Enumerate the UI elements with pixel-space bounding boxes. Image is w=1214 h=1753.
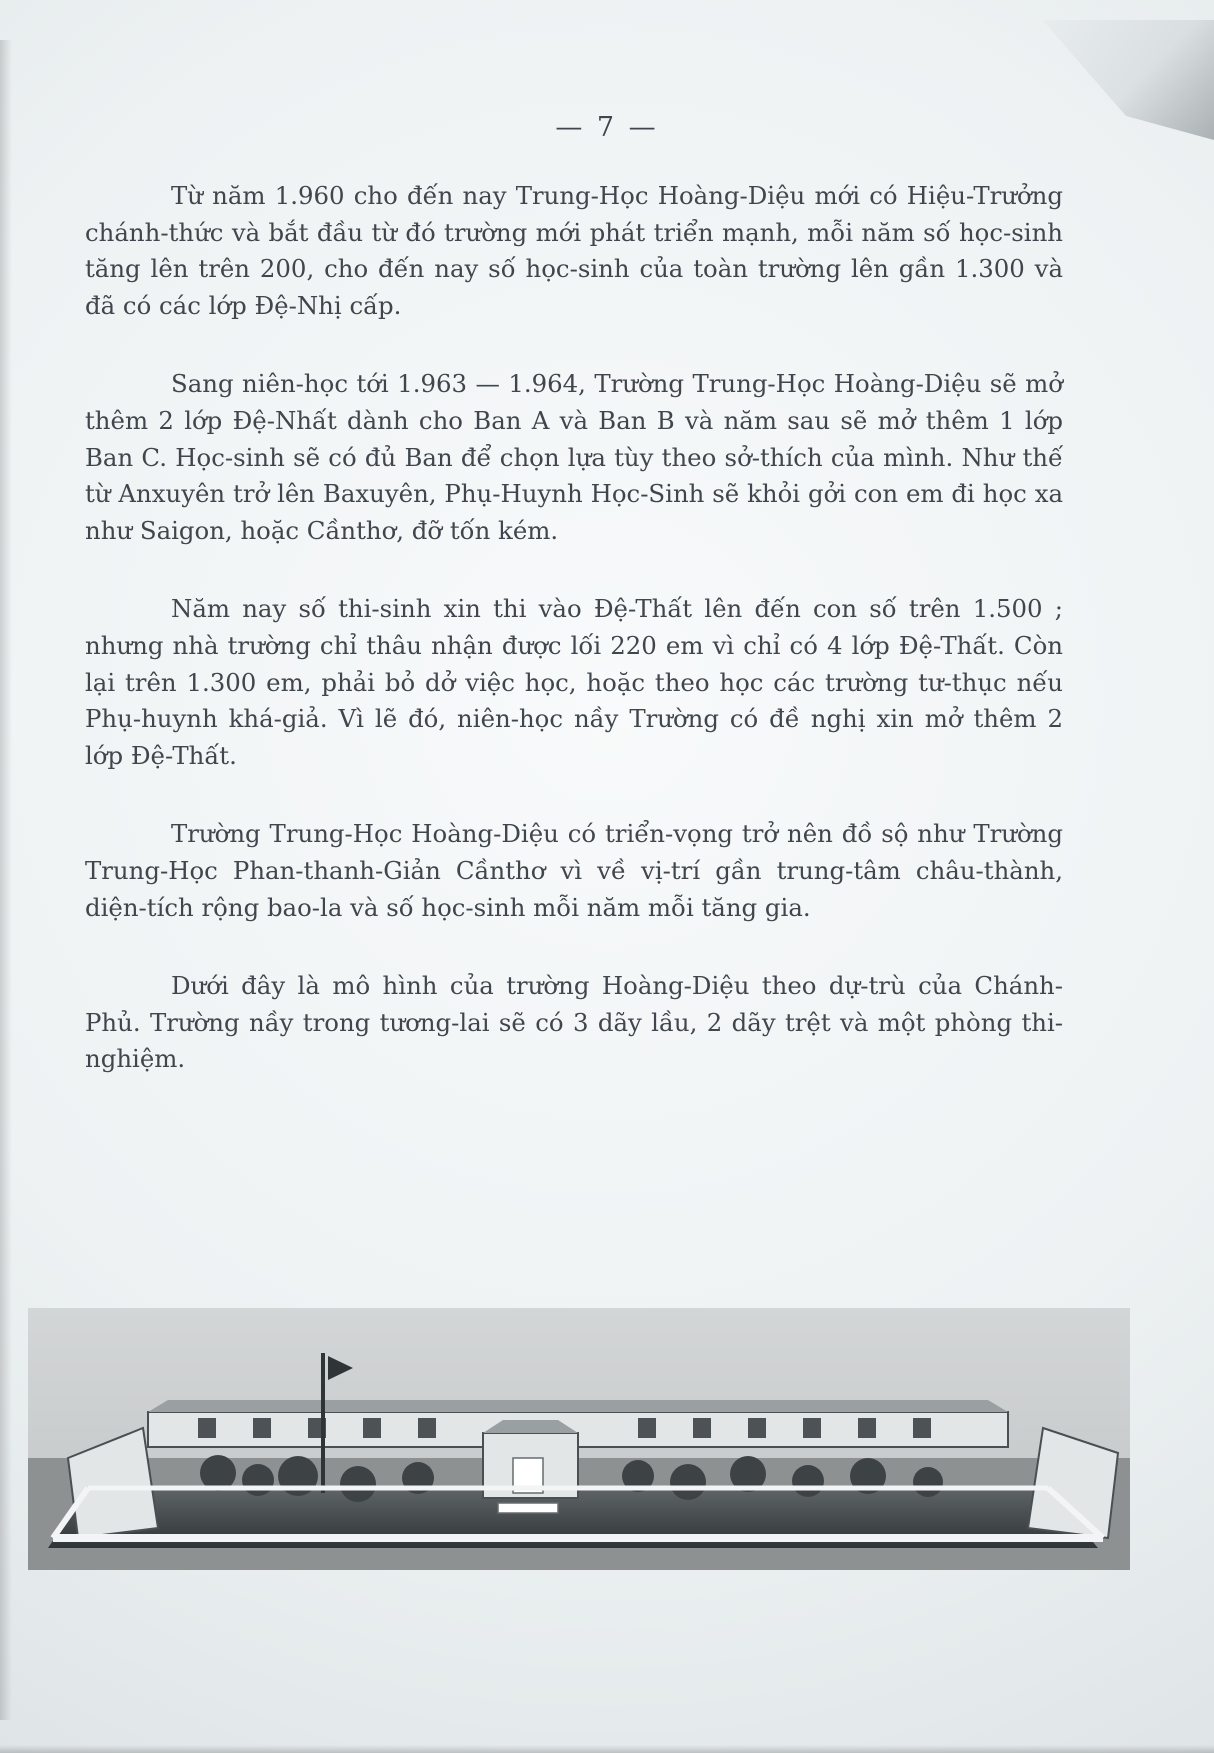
- school-model-illustration: [28, 1308, 1130, 1570]
- paragraph-2: Sang niên-học tới 1.963 — 1.964, Trường Trung-Học Hoàng-Diệu sẽ mở thêm 2 lớp Đệ-Nhất dành cho Ban A và Ban B và năm sau sẽ mở thêm 1 lớp Ban C. Học-sinh sẽ có đủ Ban để chọn lựa tùy theo sở-thích của mình. Như thế từ Anxuyên trở lên Baxuyên, Phụ-Huynh Học-Sinh sẽ khỏi gởi con em đi học xa như Saigon, hoặc Cầnthơ, đỡ tốn kém.: [85, 369, 1063, 545]
- paragraph-5: Dưới đây là mô hình của trường Hoàng-Diệu theo dự-trù của Chánh-Phủ. Trường nầy trong tương-lai sẽ có 3 dãy lầu, 2 dãy trệt và một phòng thi-nghiệm.: [85, 971, 1063, 1074]
- document-body: [85, 178, 1063, 1078]
- paragraph-3: Năm nay số thi-sinh xin thi vào Đệ-Thất lên đến con số trên 1.500 ; nhưng nhà trường chỉ thâu nhận được lối 220 em vì chỉ có 4 lớp Đệ-Thất. Còn lại trên 1.300 em, phải bỏ dở việc học, hoặc theo học các trường tư-thục nếu Phụ-huynh khá-giả. Vì lẽ đó, niên-học nầy Trường có đề nghị xin mở thêm 2 lớp Đệ-Thất.: [85, 594, 1063, 770]
- school-model-photo: [28, 1308, 1130, 1570]
- page-number: — 7 —: [555, 112, 659, 143]
- paragraph-4: Trường Trung-Học Hoàng-Diệu có triển-vọng trở nên đồ sộ như Trường Trung-Học Phan-thanh-Giản Cầnthơ vì về vị-trí gần trung-tâm châu-thành, diện-tích rộng bao-la và số học-sinh mỗi năm mỗi tăng gia.: [85, 819, 1063, 922]
- paragraph-1: Từ năm 1.960 cho đến nay Trung-Học Hoàng-Diệu mới có Hiệu-Trưởng chánh-thức và bắt đầu từ đó trường mới phát triển mạnh, mỗi năm số học-sinh tăng lên trên 200, cho đến nay số học-sinh của toàn trường lên gần 1.300 và đã có các lớp Đệ-Nhị cấp.: [85, 181, 1063, 320]
- page-edge-shadow: [0, 40, 12, 1720]
- page-bottom-edge: [0, 1745, 1214, 1753]
